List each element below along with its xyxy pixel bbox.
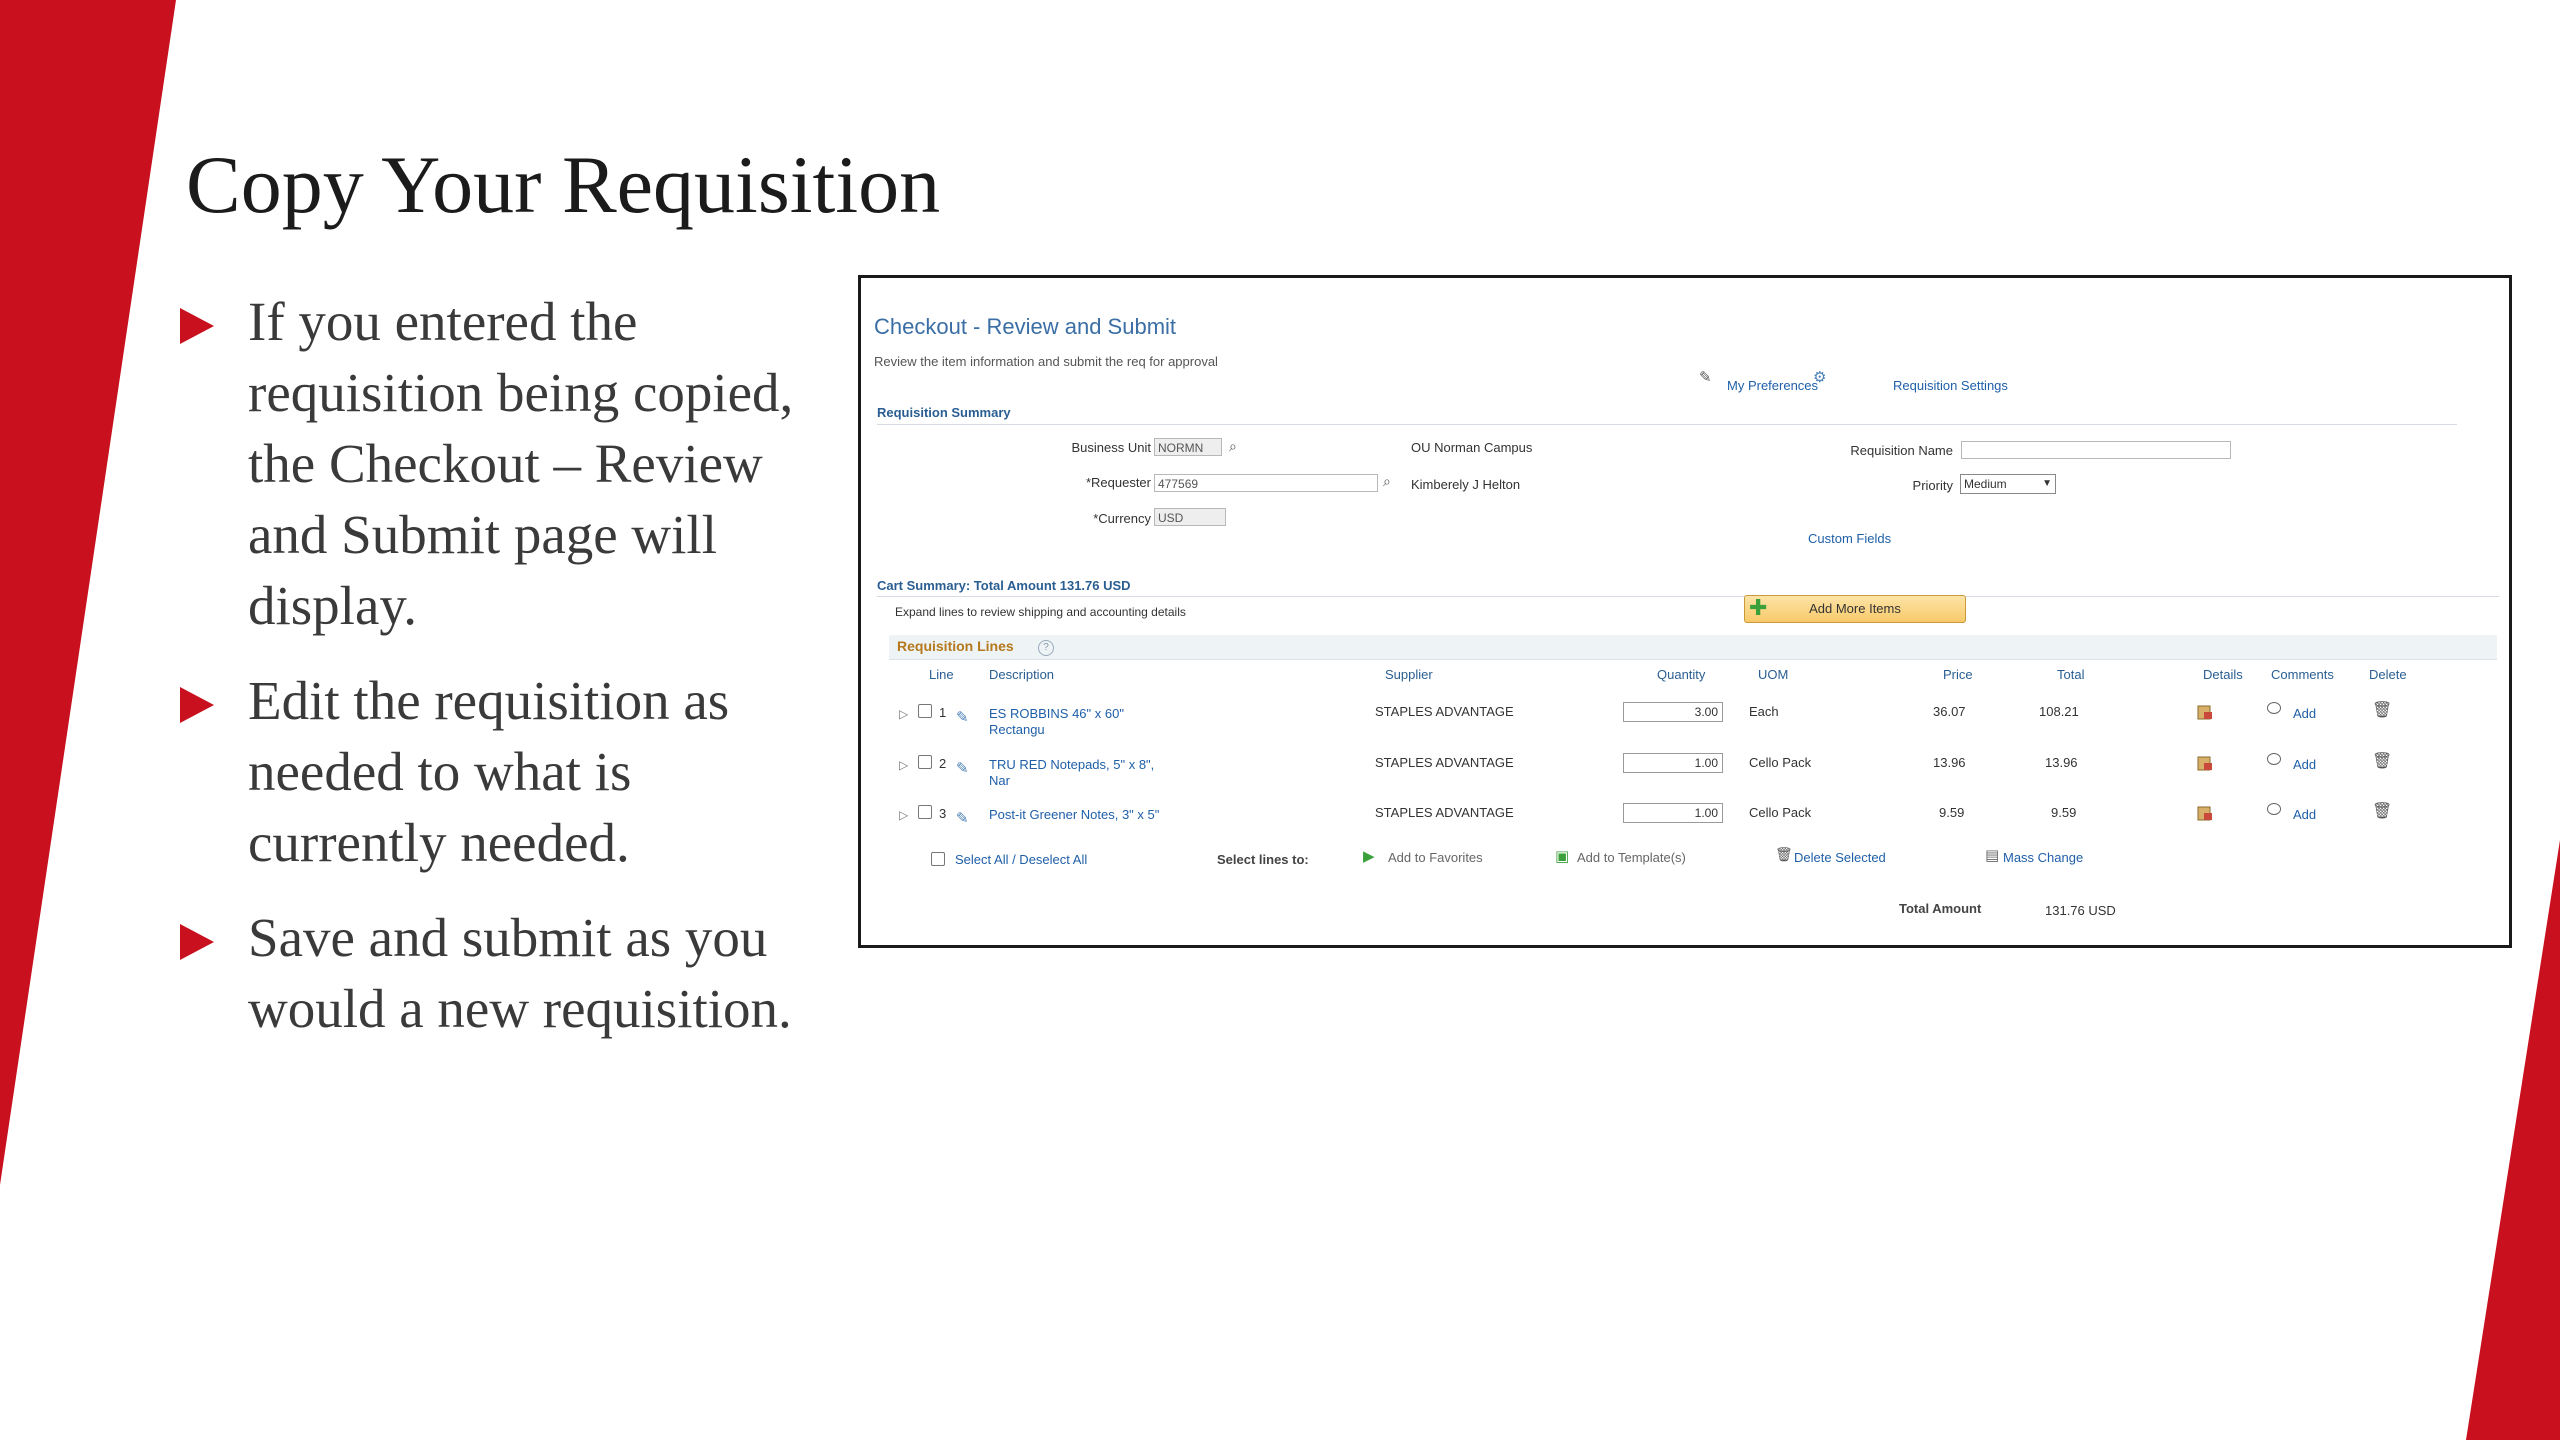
quantity-input[interactable]: 1.00 xyxy=(1623,803,1723,823)
trash-icon[interactable]: 🗑 xyxy=(2372,702,2393,719)
col-description: Description xyxy=(989,667,1055,682)
bullet-arrow-icon xyxy=(180,924,214,960)
line-total: 108.21 xyxy=(2039,704,2079,719)
requisition-settings-link[interactable]: Requisition Settings xyxy=(1893,378,2008,393)
col-price: Price xyxy=(1943,667,1973,682)
priority-label: Priority xyxy=(1912,478,1953,493)
edit-line-icon[interactable]: ✎ xyxy=(956,810,969,827)
page-subtitle: Review the item information and submit the req for approval xyxy=(874,354,1218,369)
col-quantity: Quantity xyxy=(1657,667,1706,682)
mass-change-link[interactable]: Mass Change xyxy=(2003,850,2084,865)
custom-fields-link[interactable]: Custom Fields xyxy=(1808,531,1892,546)
favorites-icon: ▶ xyxy=(1363,848,1375,865)
quantity-input[interactable]: 3.00 xyxy=(1623,702,1723,722)
business-unit-field[interactable]: NORMN xyxy=(1154,438,1222,456)
template-icon: ▣ xyxy=(1555,848,1570,865)
requisition-lines-title: Requisition Lines xyxy=(897,638,1014,654)
edit-line-icon[interactable]: ✎ xyxy=(956,709,969,726)
wrench-icon: ✎ xyxy=(1699,369,1712,386)
select-all-link[interactable]: Select All / Deselect All xyxy=(955,852,1088,867)
line-total: 13.96 xyxy=(2045,755,2078,770)
bullet-arrow-icon xyxy=(180,308,214,344)
row-checkbox[interactable] xyxy=(918,805,932,819)
delete-selected-icon: 🗑 xyxy=(1775,846,1793,862)
select-lines-label: Select lines to: xyxy=(1217,852,1309,867)
supplier: STAPLES ADVANTAGE xyxy=(1375,755,1514,770)
price: 9.59 xyxy=(1939,805,1965,820)
requisition-name-label: Requisition Name xyxy=(1850,443,1953,458)
cart-summary-heading: Cart Summary: Total Amount 131.76 USD xyxy=(877,578,1131,593)
item-description-cont[interactable]: Rectangu xyxy=(989,722,1045,737)
currency-field: USD xyxy=(1154,508,1226,526)
divider xyxy=(877,424,2457,425)
col-supplier: Supplier xyxy=(1385,667,1433,682)
requisition-lines-header xyxy=(889,635,2497,660)
add-comment-link[interactable]: Add xyxy=(2293,807,2317,822)
line-number: 3 xyxy=(939,806,947,821)
my-preferences-link[interactable]: My Preferences xyxy=(1727,378,1819,393)
requester-search-icon[interactable]: ⌕ xyxy=(1383,473,1391,489)
price: 36.07 xyxy=(1933,704,1966,719)
row-checkbox[interactable] xyxy=(918,704,932,718)
requester-label: *Requester xyxy=(1085,475,1151,490)
business-unit-description: OU Norman Campus xyxy=(1411,440,1533,455)
trash-icon[interactable]: 🗑 xyxy=(2372,803,2393,820)
requisition-summary-heading: Requisition Summary xyxy=(877,405,1011,420)
col-comments: Comments xyxy=(2271,667,2334,682)
expand-icon[interactable]: ▷ xyxy=(899,808,909,822)
row-checkbox[interactable] xyxy=(918,755,932,769)
checkout-screenshot xyxy=(858,275,2512,948)
add-comment-link[interactable]: Add xyxy=(2293,706,2317,721)
uom: Cello Pack xyxy=(1749,755,1812,770)
page-title: Checkout - Review and Submit xyxy=(874,314,1177,339)
expand-icon[interactable]: ▷ xyxy=(899,758,909,772)
expand-icon[interactable]: ▷ xyxy=(899,707,909,721)
quantity-input[interactable]: 1.00 xyxy=(1623,753,1723,773)
details-icon[interactable] xyxy=(2197,805,2213,821)
gear-icon: ⚙ xyxy=(1813,369,1827,386)
line-total: 9.59 xyxy=(2051,805,2077,820)
details-icon[interactable] xyxy=(2197,755,2213,771)
business-unit-label: Business Unit xyxy=(1071,440,1151,455)
comment-icon[interactable] xyxy=(2267,702,2281,714)
total-amount-label: Total Amount xyxy=(1899,901,1982,916)
bullet-item xyxy=(176,286,796,641)
business-unit-search-icon[interactable]: ⌕ xyxy=(1229,438,1237,454)
item-description-link[interactable]: ES ROBBINS 46" x 60" xyxy=(989,706,1124,721)
total-amount-value: 131.76 USD xyxy=(2045,903,2116,918)
price: 13.96 xyxy=(1933,755,1966,770)
col-total: Total xyxy=(2057,667,2085,682)
line-number: 1 xyxy=(939,705,947,720)
bullet-text: If you entered the requisition being copied, the Checkout – Review and Submit page will display. xyxy=(248,291,794,636)
priority-select[interactable] xyxy=(1960,474,2056,494)
item-description-link[interactable]: Post-it Greener Notes, 3" x 5" xyxy=(989,807,1160,822)
help-icon[interactable]: ? xyxy=(1038,640,1054,656)
add-to-favorites-link[interactable]: Add to Favorites xyxy=(1388,850,1483,865)
requester-name: Kimberely J Helton xyxy=(1411,477,1521,492)
bullet-text: Save and submit as you would a new requisition. xyxy=(248,907,792,1039)
add-more-items-button[interactable] xyxy=(1744,595,1966,623)
bullet-text: Edit the requisition as needed to what is currently needed. xyxy=(248,670,730,873)
item-description-link[interactable]: TRU RED Notepads, 5" x 8", xyxy=(989,757,1155,772)
col-delete: Delete xyxy=(2369,667,2407,682)
divider xyxy=(877,596,2499,597)
supplier: STAPLES ADVANTAGE xyxy=(1375,704,1514,719)
currency-label: *Currency xyxy=(1093,511,1151,526)
line-number: 2 xyxy=(939,756,947,771)
supplier: STAPLES ADVANTAGE xyxy=(1375,805,1514,820)
chevron-down-icon: ▼ xyxy=(2042,478,2052,489)
select-all-checkbox[interactable] xyxy=(931,852,945,866)
bullet-list xyxy=(176,286,796,1068)
add-more-items-label: Add More Items xyxy=(1809,601,1901,616)
priority-selected-value: Medium xyxy=(1964,477,2007,491)
uom: Each xyxy=(1749,704,1779,719)
item-description-cont[interactable]: Nar xyxy=(989,773,1010,788)
details-icon[interactable] xyxy=(2197,704,2213,720)
col-uom: UOM xyxy=(1758,667,1789,682)
requester-field[interactable]: 477569 xyxy=(1154,474,1378,492)
mass-change-icon: ▤ xyxy=(1985,847,2000,864)
bullet-arrow-icon xyxy=(180,687,214,723)
comment-icon[interactable] xyxy=(2267,803,2281,815)
expand-lines-hint: Expand lines to review shipping and accounting details xyxy=(895,605,1186,619)
bullet-item xyxy=(176,902,796,1044)
bullet-item xyxy=(176,665,796,878)
col-line: Line xyxy=(929,667,954,682)
trash-icon[interactable]: 🗑 xyxy=(2372,753,2393,770)
plus-icon: ✚ xyxy=(1749,595,1768,620)
slide-title: Copy Your Requisition xyxy=(186,139,941,230)
add-comment-link[interactable]: Add xyxy=(2293,757,2317,772)
delete-selected-link[interactable]: Delete Selected xyxy=(1794,850,1886,865)
uom: Cello Pack xyxy=(1749,805,1812,820)
col-details: Details xyxy=(2203,667,2243,682)
comment-icon[interactable] xyxy=(2267,753,2281,765)
requisition-name-field[interactable] xyxy=(1961,441,2231,459)
edit-line-icon[interactable]: ✎ xyxy=(956,760,969,777)
add-to-templates-link[interactable]: Add to Template(s) xyxy=(1577,850,1686,865)
